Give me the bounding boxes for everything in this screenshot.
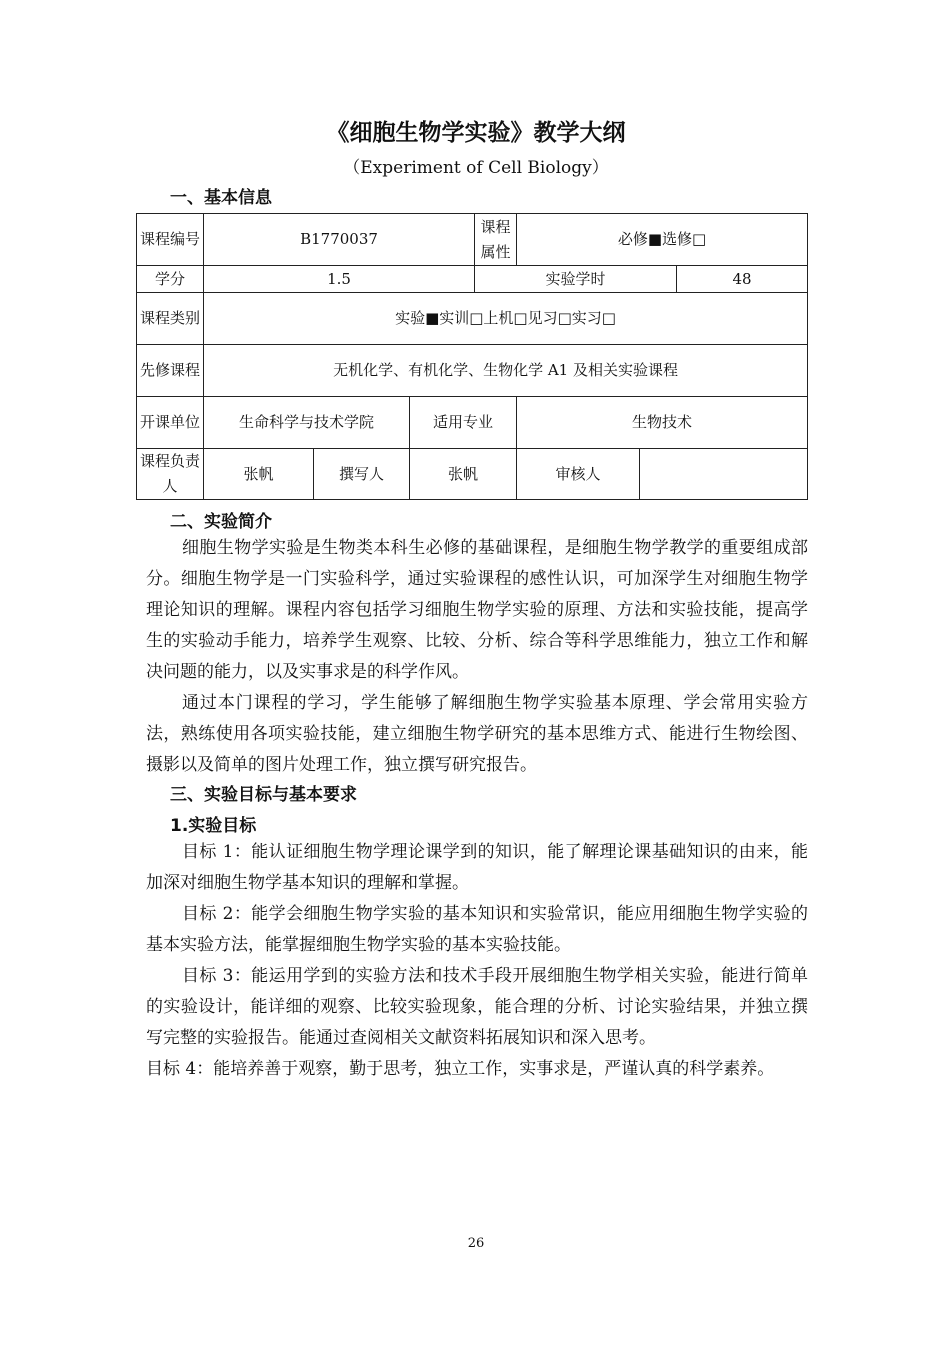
goal-paragraph: 目标 1：能认证细胞生物学理论课学到的知识，能了解理论课基础知识的由来，能加深对细胞生物学基本知识的理解和掌握。	[146, 842, 808, 893]
goal-paragraph: 目标 2：能学会细胞生物学实验的基本知识和实验常识，能应用细胞生物学实验的基本实验方法，能掌握细胞生物学实验的基本实验技能。	[146, 904, 808, 955]
category-value: 实验■实训□上机□见习□实习□	[204, 293, 808, 345]
prereq-value: 无机化学、有机化学、生物化学 A1 及相关实验课程	[204, 345, 808, 397]
table-row	[137, 345, 808, 397]
reviewer-value	[640, 449, 808, 500]
reviewer-label: 审核人	[517, 449, 640, 500]
intro-paragraph: 通过本门课程的学习，学生能够了解细胞生物学实验基本原理、学会常用实验方法，熟练使用各项实验技能，建立细胞生物学研究的基本思维方式、能进行生物绘图、摄影以及简单的图片处理工作，独立撰写研究报告。	[146, 693, 808, 775]
section-heading-goals: 三、实验目标与基本要求	[170, 785, 357, 805]
unit-label: 开课单位	[137, 397, 204, 449]
credit-value: 1.5	[204, 266, 475, 293]
category-label: 课程类别	[137, 293, 204, 345]
owner-value: 张帆	[204, 449, 314, 500]
hours-value: 48	[677, 266, 808, 293]
subsection-heading-goals: 1.实验目标	[170, 816, 257, 836]
credit-label: 学分	[137, 266, 204, 293]
major-value: 生物技术	[517, 397, 808, 449]
prereq-label: 先修课程	[137, 345, 204, 397]
table-row	[137, 266, 808, 293]
section-heading-intro: 二、实验简介	[170, 512, 272, 532]
goal-paragraph: 目标 3：能运用学到的实验方法和技术手段开展细胞生物学相关实验，能进行简单的实验设计，能详细的观察、比较实验现象，能合理的分析、讨论实验结果，并独立撰写完整的实验报告。能通过查阅相关文献资料拓展知识和深入思考。	[146, 966, 808, 1048]
intro-text	[146, 533, 808, 781]
course-attr-label: 课程属性	[475, 214, 517, 266]
course-no-label: 课程编号	[137, 214, 204, 266]
table-row	[137, 293, 808, 345]
course-attr-value: 必修■选修□	[517, 214, 808, 266]
owner-label: 课程负责人	[137, 449, 204, 500]
table-row	[137, 214, 808, 266]
page-subtitle: （Experiment of Cell Biology）	[343, 158, 609, 178]
intro-paragraph: 细胞生物学实验是生物类本科生必修的基础课程，是细胞生物学教学的重要组成部分。细胞生物学是一门实验科学，通过实验课程的感性认识，可加深学生对细胞生物学理论知识的理解。课程内容包括学习细胞生物学实验的原理、方法和实验技能，提高学生的实验动手能力，培养学生观察、比较、分析、综合等科学思维能力，独立工作和解决问题的能力，以及实事求是的科学作风。	[146, 538, 808, 682]
section-heading-basic-info: 一、基本信息	[170, 188, 272, 208]
writer-value: 张帆	[410, 449, 517, 500]
page-number: 26	[467, 1236, 485, 1251]
writer-label: 撰写人	[314, 449, 410, 500]
basic-info-table	[136, 213, 808, 500]
page-title: 《细胞生物学实验》教学大纲	[326, 120, 626, 146]
major-label: 适用专业	[410, 397, 517, 449]
goals-text	[146, 837, 808, 1085]
table-row	[137, 449, 808, 500]
goal-paragraph: 目标 4：能培养善于观察，勤于思考，独立工作，实事求是，严谨认真的科学素养。	[146, 1059, 775, 1079]
course-no-value: B1770037	[204, 214, 475, 266]
unit-value: 生命科学与技术学院	[204, 397, 410, 449]
table-row	[137, 397, 808, 449]
hours-label: 实验学时	[475, 266, 677, 293]
